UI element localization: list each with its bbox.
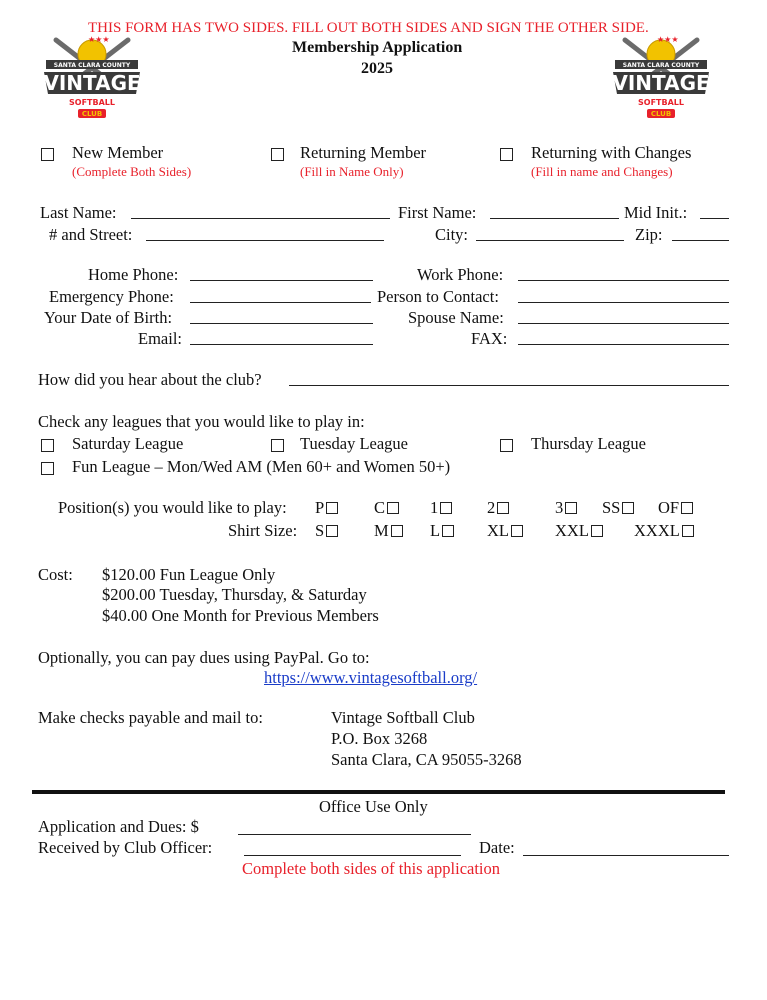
dob-label: Your Date of Birth: <box>44 308 173 327</box>
shirt-s-label: S <box>315 521 325 540</box>
shirt-xxl-label: XXL <box>555 521 589 540</box>
received-by-label: Received by Club Officer: <box>38 838 213 857</box>
shirt-m-label: M <box>374 521 389 540</box>
position-c-label: C <box>374 498 386 517</box>
home-phone-field[interactable] <box>190 280 373 281</box>
complete-both-sides-reminder: Complete both sides of this application <box>242 859 501 878</box>
date-label: Date: <box>479 838 515 857</box>
city-field[interactable] <box>476 240 624 241</box>
position-p-label: P <box>315 498 325 517</box>
leagues-prompt: Check any leagues that you would like to play in: <box>38 412 365 431</box>
logo-club-text: CLUB <box>650 110 672 118</box>
first-name-label: First Name: <box>398 203 477 222</box>
fun-league-checkbox[interactable] <box>41 462 54 475</box>
paypal-text: Optionally, you can pay dues using PayPal. Go to: <box>38 648 370 667</box>
mid-init-field[interactable] <box>700 218 729 219</box>
two-sides-notice: THIS FORM HAS TWO SIDES. FILL OUT BOTH SIDES AND SIGN THE OTHER SIDE. <box>88 20 649 36</box>
shirt-l[interactable] <box>430 522 454 541</box>
returning-member-note: (Fill in Name Only) <box>300 164 404 179</box>
position-of[interactable] <box>658 499 693 518</box>
vintage-softball-logo-left <box>38 32 146 122</box>
position-3-checkbox[interactable] <box>565 502 577 514</box>
shirt-size-label: Shirt Size: <box>228 521 298 540</box>
position-c[interactable] <box>374 499 399 518</box>
application-dues-field[interactable] <box>238 834 471 835</box>
mail-address-line: Vintage Softball Club <box>331 708 475 727</box>
position-p-checkbox[interactable] <box>326 502 338 514</box>
position-ss-checkbox[interactable] <box>622 502 634 514</box>
cost-line: $200.00 Tuesday, Thursday, & Saturday <box>102 585 367 604</box>
emergency-phone-label: Emergency Phone: <box>49 287 174 306</box>
cost-label: Cost: <box>38 565 73 584</box>
application-dues-label: Application and Dues: $ <box>38 817 199 836</box>
person-to-contact-field[interactable] <box>518 302 729 303</box>
fax-label: FAX: <box>471 329 508 348</box>
street-field[interactable] <box>146 240 384 241</box>
position-1-checkbox[interactable] <box>440 502 452 514</box>
position-label: Position(s) you would like to play: <box>58 498 287 517</box>
shirt-l-checkbox[interactable] <box>442 525 454 537</box>
zip-label: Zip: <box>635 225 663 244</box>
returning-member-label: Returning Member <box>300 143 427 162</box>
received-by-field[interactable] <box>244 855 461 856</box>
paypal-link[interactable]: https://www.vintagesoftball.org/ <box>264 668 478 687</box>
returning-changes-note: (Fill in name and Changes) <box>531 164 673 179</box>
shirt-xl[interactable] <box>487 522 523 541</box>
office-use-title: Office Use Only <box>319 797 428 816</box>
work-phone-field[interactable] <box>518 280 729 281</box>
cost-line: $120.00 Fun League Only <box>102 565 276 584</box>
logo-sub-text: SOFTBALL <box>638 98 684 107</box>
position-2-checkbox[interactable] <box>497 502 509 514</box>
position-1[interactable] <box>430 499 452 518</box>
date-field[interactable] <box>523 855 729 856</box>
last-name-field[interactable] <box>131 218 390 219</box>
mail-address-line: Santa Clara, CA 95055-3268 <box>331 750 522 769</box>
position-1-label: 1 <box>430 498 439 517</box>
emergency-phone-field[interactable] <box>190 302 371 303</box>
email-field[interactable] <box>190 344 373 345</box>
vintage-softball-logo-right <box>607 32 715 122</box>
shirt-xxl[interactable] <box>555 522 603 541</box>
saturday-league-label: Saturday League <box>72 434 184 453</box>
mail-address-line: P.O. Box 3268 <box>331 729 428 748</box>
shirt-xxl-checkbox[interactable] <box>591 525 603 537</box>
returning-changes-label: Returning with Changes <box>531 143 692 162</box>
new-member-label: New Member <box>72 143 164 162</box>
logo-top-text: SANTA CLARA COUNTY <box>622 62 700 69</box>
saturday-league-checkbox[interactable] <box>41 439 54 452</box>
logo-main-text: VINTAGE <box>43 71 141 95</box>
thursday-league-checkbox[interactable] <box>500 439 513 452</box>
position-2-label: 2 <box>487 498 496 517</box>
shirt-s[interactable] <box>315 522 338 541</box>
shirt-m[interactable] <box>374 522 403 541</box>
shirt-l-label: L <box>430 521 441 540</box>
last-name-label: Last Name: <box>40 203 117 222</box>
form-year: 2025 <box>361 60 393 77</box>
position-3[interactable] <box>555 499 577 518</box>
street-label: # and Street: <box>49 225 133 244</box>
position-of-label: OF <box>658 498 680 517</box>
new-member-checkbox[interactable] <box>41 148 54 161</box>
shirt-m-checkbox[interactable] <box>391 525 403 537</box>
work-phone-label: Work Phone: <box>417 265 504 284</box>
svg-text:★★★: ★★★ <box>657 35 679 44</box>
thursday-league-label: Thursday League <box>531 434 646 453</box>
position-of-checkbox[interactable] <box>681 502 693 514</box>
shirt-xxxl[interactable] <box>634 522 694 541</box>
new-member-note: (Complete Both Sides) <box>72 164 192 179</box>
zip-field[interactable] <box>672 240 729 241</box>
person-to-contact-label: Person to Contact: <box>377 287 499 306</box>
shirt-xl-checkbox[interactable] <box>511 525 523 537</box>
returning-changes-checkbox[interactable] <box>500 148 513 161</box>
svg-text:★★★: ★★★ <box>88 35 110 44</box>
spouse-name-label: Spouse Name: <box>408 308 504 327</box>
spouse-name-field[interactable] <box>518 323 729 324</box>
mid-init-label: Mid Init.: <box>624 203 688 222</box>
position-p[interactable] <box>315 499 338 518</box>
first-name-field[interactable] <box>490 218 619 219</box>
tuesday-league-checkbox[interactable] <box>271 439 284 452</box>
shirt-xl-label: XL <box>487 521 509 540</box>
position-ss[interactable] <box>602 499 634 518</box>
cost-line: $40.00 One Month for Previous Members <box>102 606 379 625</box>
shirt-xxxl-checkbox[interactable] <box>682 525 694 537</box>
position-2[interactable] <box>487 499 509 518</box>
city-label: City: <box>435 225 469 244</box>
hear-about-field[interactable] <box>289 385 729 386</box>
form-title: Membership Application <box>292 39 463 56</box>
office-divider <box>32 790 725 794</box>
home-phone-label: Home Phone: <box>88 265 179 284</box>
mail-label: Make checks payable and mail to: <box>38 708 263 727</box>
logo-main-text: VINTAGE <box>612 71 710 95</box>
shirt-s-checkbox[interactable] <box>326 525 338 537</box>
logo-club-text: CLUB <box>81 110 103 118</box>
position-3-label: 3 <box>555 498 564 517</box>
returning-member-checkbox[interactable] <box>271 148 284 161</box>
shirt-xxxl-label: XXXL <box>634 521 680 540</box>
fax-field[interactable] <box>518 344 729 345</box>
logo-top-text: SANTA CLARA COUNTY <box>53 62 131 69</box>
logo-sub-text: SOFTBALL <box>69 98 115 107</box>
email-label: Email: <box>138 329 182 348</box>
dob-field[interactable] <box>190 323 373 324</box>
position-c-checkbox[interactable] <box>387 502 399 514</box>
position-ss-label: SS <box>602 498 621 517</box>
tuesday-league-label: Tuesday League <box>300 434 408 453</box>
fun-league-label: Fun League – Mon/Wed AM (Men 60+ and Women 50+) <box>72 457 451 476</box>
hear-about-label: How did you hear about the club? <box>38 370 262 389</box>
